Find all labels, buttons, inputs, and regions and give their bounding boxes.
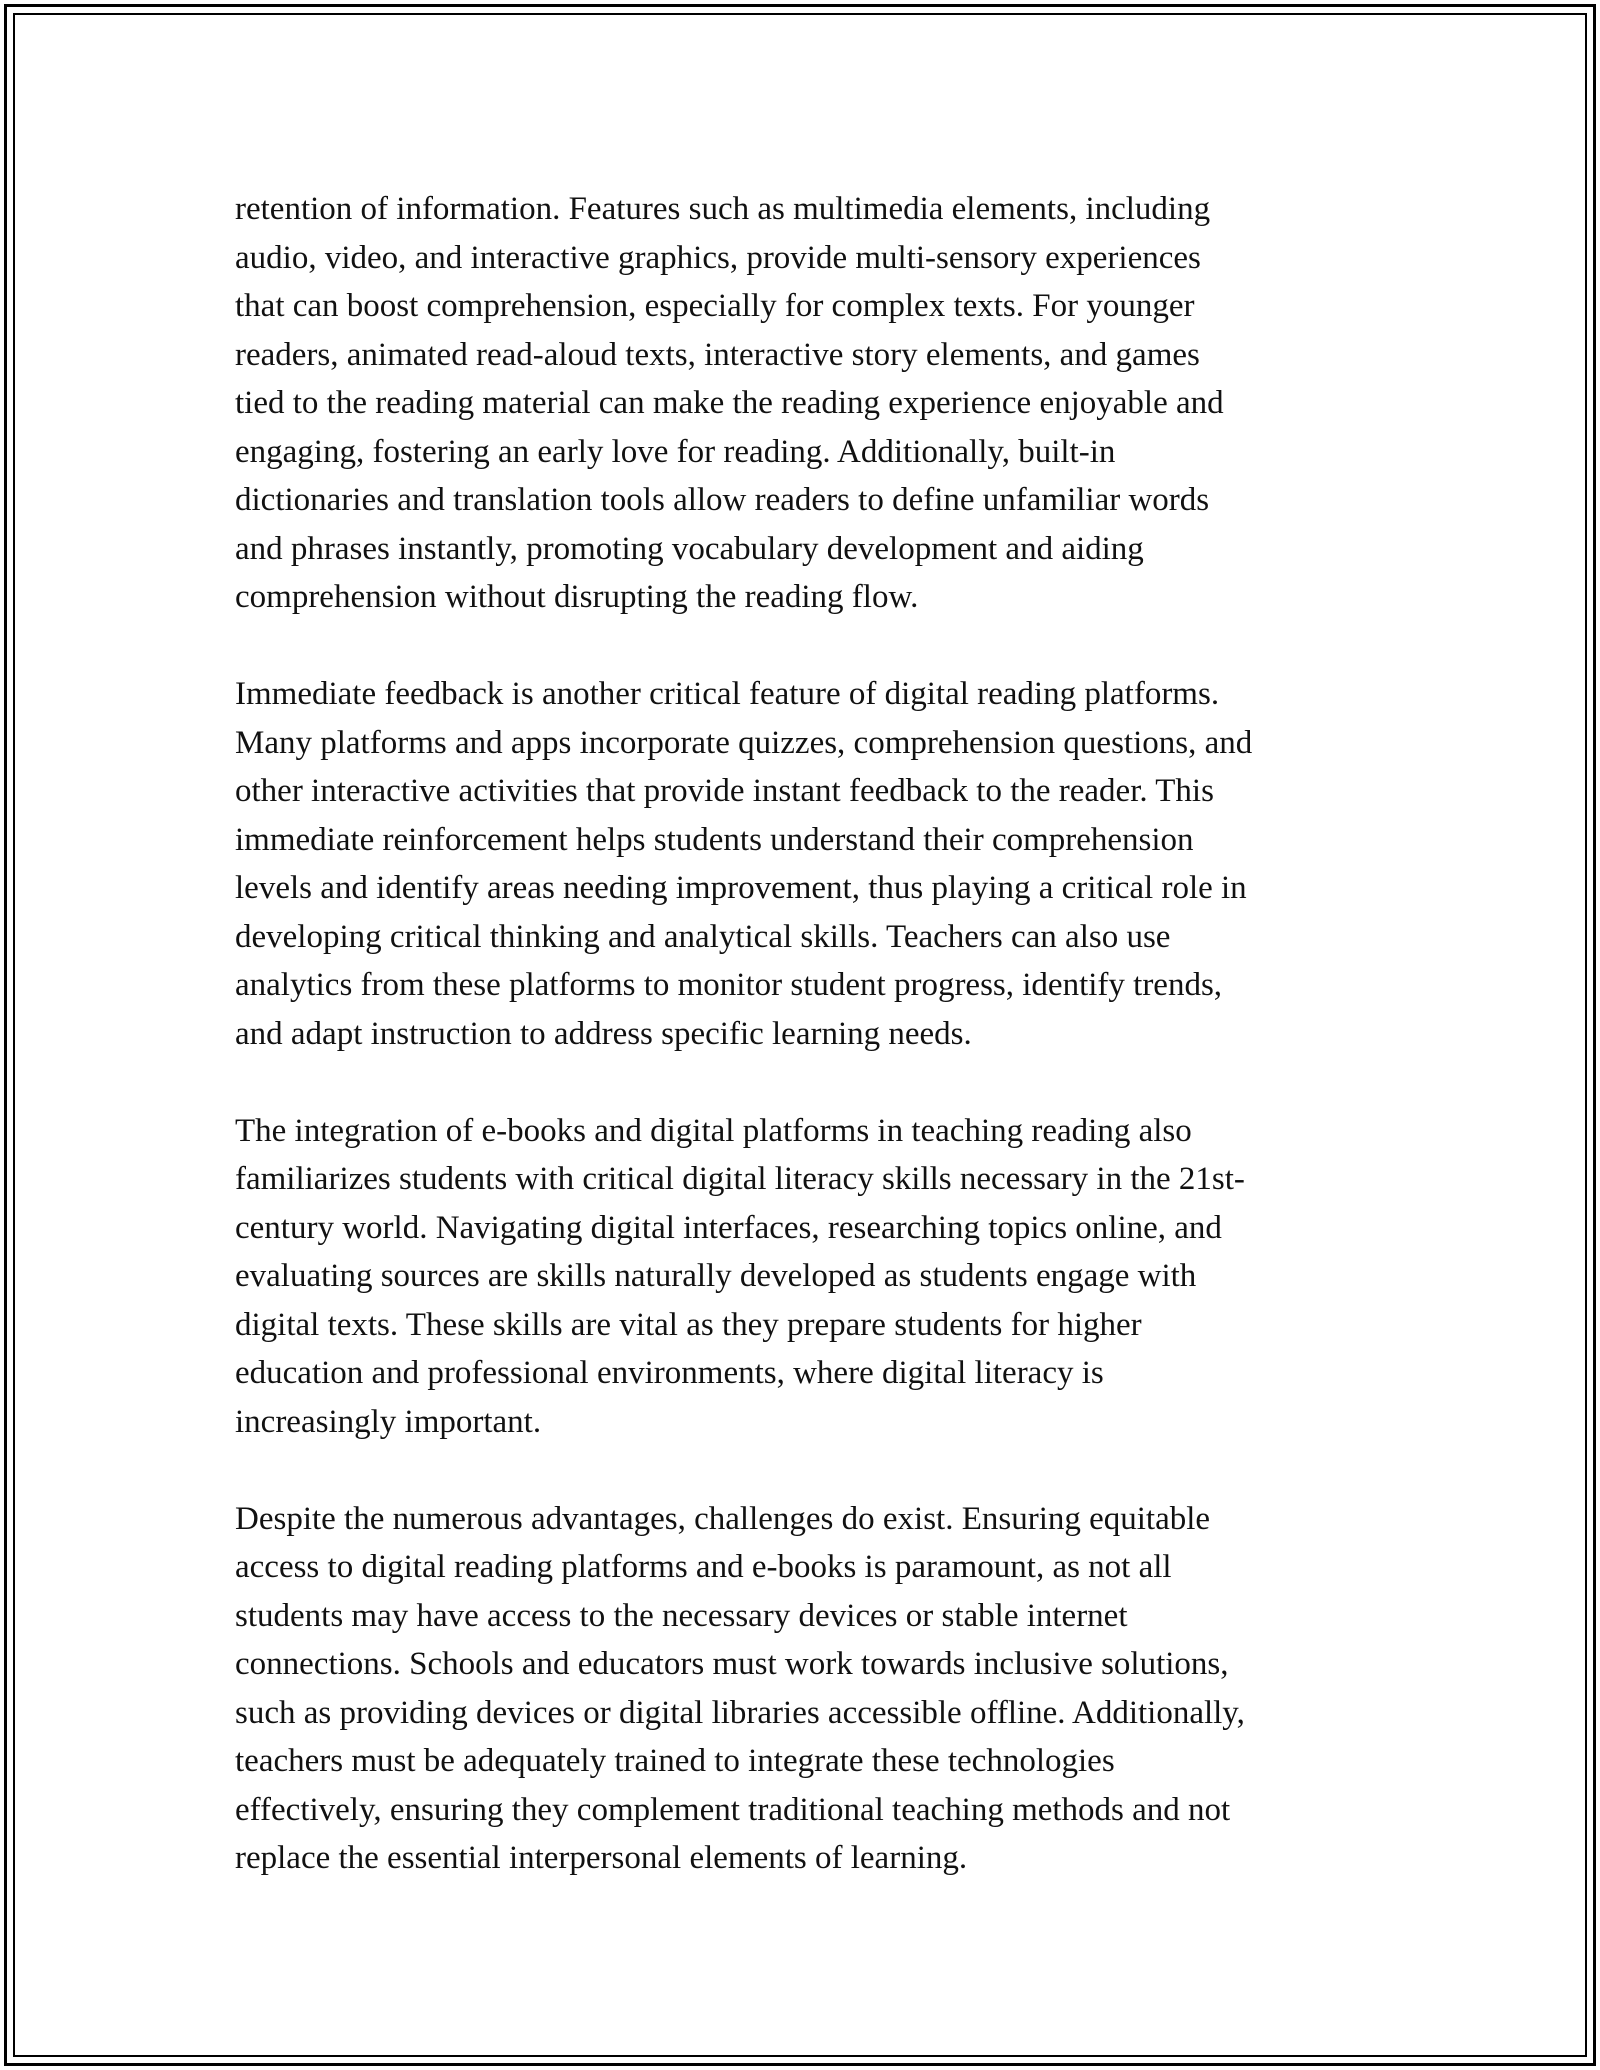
paragraph-retention-of-information: retention of information. Features such as multimedia elements, including audio, video, and interactive graphics, provide multi-sensory experiences that can boost comprehension, especially for complex texts. For younger readers, animated read-aloud texts, interactive story elements, and games tied to the reading material can make the reading experience enjoyable and engaging, fostering an early love for reading. Additionally, built-in dictionaries and translation tools allow readers to define unfamiliar words and phrases instantly, promoting vocabulary development and aiding comprehension without disrupting the reading flow.	[235, 191, 1224, 615]
paragraph-immediate-feedback: Immediate feedback is another critical feature of digital reading platforms. Many platforms and apps incorporate quizzes, comprehension questions, and other interactive activities that provide instant feedback to the reader. This immediate reinforcement helps students understand their comprehension levels and identify areas needing improvement, thus playing a critical role in developing critical thinking and analytical skills. Teachers can also use analytics from these platforms to monitor student progress, identify trends, and adapt instruction to address specific learning needs.	[235, 676, 1253, 1052]
paragraph-challenges: Despite the numerous advantages, challenges do exist. Ensuring equitable access to digital reading platforms and e-books is paramount, as not all students may have access to the necessary devices or stable internet connections. Schools and educators must work towards inclusive solutions, such as providing devices or digital libraries accessible offline. Additionally, teachers must be adequately trained to integrate these technologies effectively, ensuring they complement traditional teaching methods and not replace the essential interpersonal elements of learning.	[235, 1500, 1245, 1876]
document-body	[235, 185, 1385, 1931]
paragraph-digital-literacy: The integration of e-books and digital platforms in teaching reading also familiarizes students with critical digital literacy skills necessary in the 21st- century world. Navigating digital interfaces, researching topics online, and evaluating sources are skills naturally developed as students engage with digital texts. These skills are vital as they prepare students for higher education and professional environments, where digital literacy is increasingly important.	[235, 1112, 1245, 1440]
